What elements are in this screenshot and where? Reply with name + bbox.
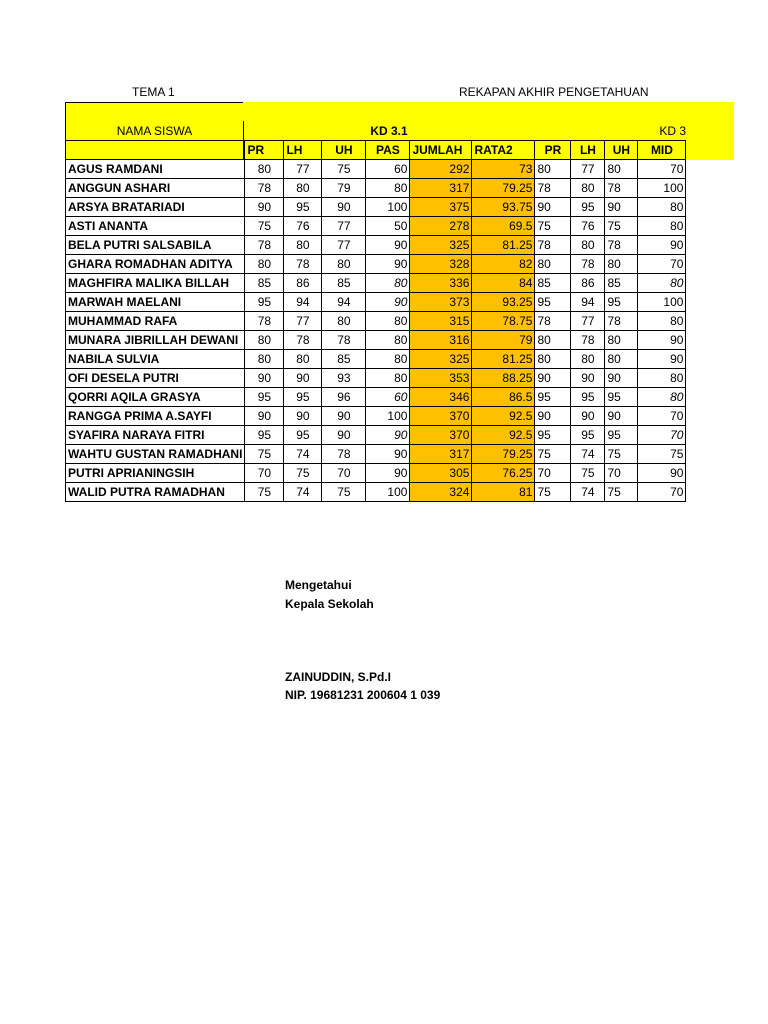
col-jumlah-header: JUMLAH [410, 141, 472, 160]
lh-value: 74 [284, 483, 322, 502]
lh-value: 90 [284, 369, 322, 388]
rata2-value: 88.25 [472, 369, 535, 388]
student-row [66, 369, 686, 388]
pas-value: 60 [366, 160, 410, 179]
pr-value: 90 [245, 407, 284, 426]
student-name: QORRI AQILA GRASYA [66, 388, 245, 407]
lh-value: 80 [284, 236, 322, 255]
col-uh2-header: UH [605, 141, 638, 160]
pas-value: 90 [366, 293, 410, 312]
uh-value: 85 [322, 274, 366, 293]
signatory-nip: NIP. 19681231 200604 1 039 [285, 688, 441, 702]
col-pas-header: PAS [366, 141, 410, 160]
pas-value: 90 [366, 464, 410, 483]
col-uh-header: UH [322, 141, 366, 160]
pr2-value: 78 [535, 179, 571, 198]
lh2-value: 75 [571, 464, 605, 483]
pr2-value: 95 [535, 388, 571, 407]
pr-value: 80 [245, 160, 284, 179]
kepala-sekolah-text: Kepala Sekolah [285, 597, 374, 611]
uh2-value: 95 [605, 293, 638, 312]
student-name: ASTI ANANTA [66, 217, 245, 236]
jumlah-value: 278 [410, 217, 472, 236]
student-name: WAHTU GUSTAN RAMADHANI [66, 445, 245, 464]
pas-value: 80 [366, 179, 410, 198]
lh-value: 78 [284, 331, 322, 350]
pr2-value: 90 [535, 369, 571, 388]
jumlah-value: 316 [410, 331, 472, 350]
uh-value: 70 [322, 464, 366, 483]
pas-value: 90 [366, 445, 410, 464]
jumlah-value: 328 [410, 255, 472, 274]
student-name: MARWAH MAELANI [66, 293, 245, 312]
signatory-name: ZAINUDDIN, S.Pd.I [285, 670, 392, 684]
lh-value: 95 [284, 198, 322, 217]
student-row [66, 464, 686, 483]
report-title: REKAPAN AKHIR PENGETAHUAN [459, 85, 649, 99]
lh2-value: 74 [571, 483, 605, 502]
student-row [66, 388, 686, 407]
uh2-value: 80 [605, 160, 638, 179]
col-mid-header: MID [638, 141, 686, 160]
student-row [66, 179, 686, 198]
rata2-value: 86.5 [472, 388, 535, 407]
kd1-header: KD 3.1 [243, 121, 535, 141]
rata2-value: 92.5 [472, 407, 535, 426]
pr-value: 95 [245, 426, 284, 445]
jumlah-value: 315 [410, 312, 472, 331]
lh-value: 95 [284, 388, 322, 407]
pas-value: 80 [366, 312, 410, 331]
mid-value: 75 [638, 445, 686, 464]
mid-value: 70 [638, 426, 686, 445]
jumlah-value: 346 [410, 388, 472, 407]
jumlah-value: 324 [410, 483, 472, 502]
pr-value: 90 [245, 369, 284, 388]
rata2-value: 93.75 [472, 198, 535, 217]
lh2-value: 90 [571, 369, 605, 388]
student-row [66, 217, 686, 236]
student-row [66, 483, 686, 502]
rata2-value: 69.5 [472, 217, 535, 236]
rata2-value: 79 [472, 331, 535, 350]
mid-value: 80 [638, 312, 686, 331]
student-row [66, 426, 686, 445]
lh2-value: 77 [571, 312, 605, 331]
pr2-value: 78 [535, 312, 571, 331]
rata2-value: 93.25 [472, 293, 535, 312]
pr-value: 75 [245, 445, 284, 464]
uh-value: 85 [322, 350, 366, 369]
rata2-value: 76.25 [472, 464, 535, 483]
uh2-value: 70 [605, 464, 638, 483]
jumlah-value: 292 [410, 160, 472, 179]
lh2-value: 78 [571, 255, 605, 274]
student-row [66, 331, 686, 350]
lh-value: 74 [284, 445, 322, 464]
student-name: MAGHFIRA MALIKA BILLAH [66, 274, 245, 293]
pas-value: 100 [366, 483, 410, 502]
uh2-value: 85 [605, 274, 638, 293]
column-header-row [66, 141, 686, 160]
uh2-value: 95 [605, 388, 638, 407]
lh-value: 94 [284, 293, 322, 312]
col-rata2-header: RATA2 [472, 141, 535, 160]
lh2-value: 77 [571, 160, 605, 179]
student-row [66, 445, 686, 464]
nama-siswa-header: NAMA SISWA [65, 102, 244, 160]
jumlah-value: 317 [410, 445, 472, 464]
lh-value: 90 [284, 407, 322, 426]
col-lh-header: LH [284, 141, 322, 160]
student-row [66, 312, 686, 331]
uh2-value: 90 [605, 369, 638, 388]
uh2-value: 75 [605, 483, 638, 502]
uh2-value: 80 [605, 255, 638, 274]
rata2-value: 79.25 [472, 179, 535, 198]
mid-value: 80 [638, 388, 686, 407]
mid-value: 100 [638, 179, 686, 198]
rata2-value: 79.25 [472, 445, 535, 464]
kd2-header: KD 3 [534, 121, 734, 141]
student-name: ANGGUN ASHARI [66, 179, 245, 198]
jumlah-value: 373 [410, 293, 472, 312]
student-row [66, 407, 686, 426]
uh2-value: 80 [605, 350, 638, 369]
lh2-value: 80 [571, 179, 605, 198]
pas-value: 80 [366, 274, 410, 293]
mid-value: 100 [638, 293, 686, 312]
lh-value: 76 [284, 217, 322, 236]
lh-value: 77 [284, 160, 322, 179]
mid-value: 80 [638, 198, 686, 217]
student-name: SYAFIRA NARAYA FITRI [66, 426, 245, 445]
student-name: OFI DESELA PUTRI [66, 369, 245, 388]
col-lh2-header: LH [571, 141, 605, 160]
uh2-value: 75 [605, 217, 638, 236]
pas-value: 100 [366, 407, 410, 426]
student-name: WALID PUTRA RAMADHAN [66, 483, 245, 502]
uh-value: 80 [322, 312, 366, 331]
col-pr2-header: PR [535, 141, 571, 160]
grade-table [65, 140, 686, 502]
uh-value: 80 [322, 255, 366, 274]
pr2-value: 80 [535, 160, 571, 179]
student-name: AGUS RAMDANI [66, 160, 245, 179]
student-name: BELA PUTRI SALSABILA [66, 236, 245, 255]
col-pr-header: PR [245, 141, 284, 160]
rata2-value: 81.25 [472, 236, 535, 255]
jumlah-value: 375 [410, 198, 472, 217]
lh2-value: 78 [571, 331, 605, 350]
student-row [66, 274, 686, 293]
tema-label: TEMA 1 [132, 85, 175, 99]
pas-value: 90 [366, 426, 410, 445]
pr-value: 95 [245, 293, 284, 312]
name-column-header-cell [66, 141, 245, 160]
pr2-value: 80 [535, 331, 571, 350]
rata2-value: 81.25 [472, 350, 535, 369]
pr-value: 70 [245, 464, 284, 483]
jumlah-value: 317 [410, 179, 472, 198]
mid-value: 90 [638, 350, 686, 369]
pr-value: 95 [245, 388, 284, 407]
pr-value: 78 [245, 312, 284, 331]
student-name: PUTRI APRIANINGSIH [66, 464, 245, 483]
pr-value: 78 [245, 236, 284, 255]
pr2-value: 90 [535, 198, 571, 217]
rata2-value: 82 [472, 255, 535, 274]
lh-value: 95 [284, 426, 322, 445]
uh2-value: 78 [605, 179, 638, 198]
pr-value: 80 [245, 350, 284, 369]
pr-value: 80 [245, 331, 284, 350]
student-name: GHARA ROMADHAN ADITYA [66, 255, 245, 274]
uh2-value: 78 [605, 236, 638, 255]
uh-value: 78 [322, 331, 366, 350]
lh-value: 86 [284, 274, 322, 293]
pr-value: 80 [245, 255, 284, 274]
uh-value: 78 [322, 445, 366, 464]
mid-value: 80 [638, 217, 686, 236]
uh-value: 79 [322, 179, 366, 198]
uh-value: 75 [322, 160, 366, 179]
jumlah-value: 305 [410, 464, 472, 483]
mid-value: 80 [638, 369, 686, 388]
jumlah-value: 370 [410, 426, 472, 445]
uh-value: 75 [322, 483, 366, 502]
uh-value: 93 [322, 369, 366, 388]
jumlah-value: 370 [410, 407, 472, 426]
lh2-value: 95 [571, 198, 605, 217]
pas-value: 100 [366, 198, 410, 217]
lh2-value: 80 [571, 236, 605, 255]
uh2-value: 90 [605, 198, 638, 217]
student-name: NABILA SULVIA [66, 350, 245, 369]
header-band-extension [684, 140, 734, 160]
uh2-value: 75 [605, 445, 638, 464]
student-name: MUHAMMAD RAFA [66, 312, 245, 331]
lh2-value: 95 [571, 388, 605, 407]
pas-value: 90 [366, 255, 410, 274]
pr2-value: 70 [535, 464, 571, 483]
lh-value: 80 [284, 350, 322, 369]
uh2-value: 78 [605, 312, 638, 331]
pr2-value: 95 [535, 293, 571, 312]
student-name: ARSYA BRATARIADI [66, 198, 245, 217]
lh2-value: 94 [571, 293, 605, 312]
jumlah-value: 353 [410, 369, 472, 388]
lh2-value: 95 [571, 426, 605, 445]
pas-value: 60 [366, 388, 410, 407]
pr2-value: 90 [535, 407, 571, 426]
uh-value: 90 [322, 198, 366, 217]
pr-value: 75 [245, 217, 284, 236]
uh-value: 96 [322, 388, 366, 407]
lh-value: 80 [284, 179, 322, 198]
uh2-value: 90 [605, 407, 638, 426]
pr2-value: 75 [535, 445, 571, 464]
pr-value: 90 [245, 198, 284, 217]
uh2-value: 80 [605, 331, 638, 350]
student-name: RANGGA PRIMA A.SAYFI [66, 407, 245, 426]
lh-value: 78 [284, 255, 322, 274]
mid-value: 70 [638, 407, 686, 426]
pr-value: 78 [245, 179, 284, 198]
rata2-value: 92.5 [472, 426, 535, 445]
lh2-value: 76 [571, 217, 605, 236]
lh-value: 75 [284, 464, 322, 483]
lh-value: 77 [284, 312, 322, 331]
jumlah-value: 325 [410, 236, 472, 255]
student-row [66, 198, 686, 217]
student-row [66, 293, 686, 312]
pr2-value: 75 [535, 217, 571, 236]
rata2-value: 84 [472, 274, 535, 293]
jumlah-value: 325 [410, 350, 472, 369]
uh-value: 77 [322, 236, 366, 255]
lh2-value: 86 [571, 274, 605, 293]
pr2-value: 75 [535, 483, 571, 502]
mid-value: 70 [638, 255, 686, 274]
lh2-value: 80 [571, 350, 605, 369]
header-band [243, 102, 734, 122]
pr-value: 85 [245, 274, 284, 293]
rata2-value: 81 [472, 483, 535, 502]
mid-value: 70 [638, 483, 686, 502]
jumlah-value: 336 [410, 274, 472, 293]
pas-value: 80 [366, 369, 410, 388]
uh-value: 77 [322, 217, 366, 236]
mid-value: 90 [638, 331, 686, 350]
student-row [66, 160, 686, 179]
pr2-value: 95 [535, 426, 571, 445]
mid-value: 80 [638, 274, 686, 293]
mid-value: 90 [638, 464, 686, 483]
pr2-value: 85 [535, 274, 571, 293]
student-row [66, 236, 686, 255]
pr2-value: 78 [535, 236, 571, 255]
student-row [66, 255, 686, 274]
pas-value: 80 [366, 350, 410, 369]
pr2-value: 80 [535, 255, 571, 274]
lh2-value: 74 [571, 445, 605, 464]
uh-value: 90 [322, 426, 366, 445]
student-row [66, 350, 686, 369]
mid-value: 90 [638, 236, 686, 255]
uh2-value: 95 [605, 426, 638, 445]
pas-value: 80 [366, 331, 410, 350]
rata2-value: 73 [472, 160, 535, 179]
mengetahui-text: Mengetahui [285, 578, 352, 592]
pr-value: 75 [245, 483, 284, 502]
student-name: MUNARA JIBRILLAH DEWANI [66, 331, 245, 350]
pas-value: 90 [366, 236, 410, 255]
lh2-value: 90 [571, 407, 605, 426]
pr2-value: 80 [535, 350, 571, 369]
rata2-value: 78.75 [472, 312, 535, 331]
pas-value: 50 [366, 217, 410, 236]
uh-value: 90 [322, 407, 366, 426]
mid-value: 70 [638, 160, 686, 179]
uh-value: 94 [322, 293, 366, 312]
